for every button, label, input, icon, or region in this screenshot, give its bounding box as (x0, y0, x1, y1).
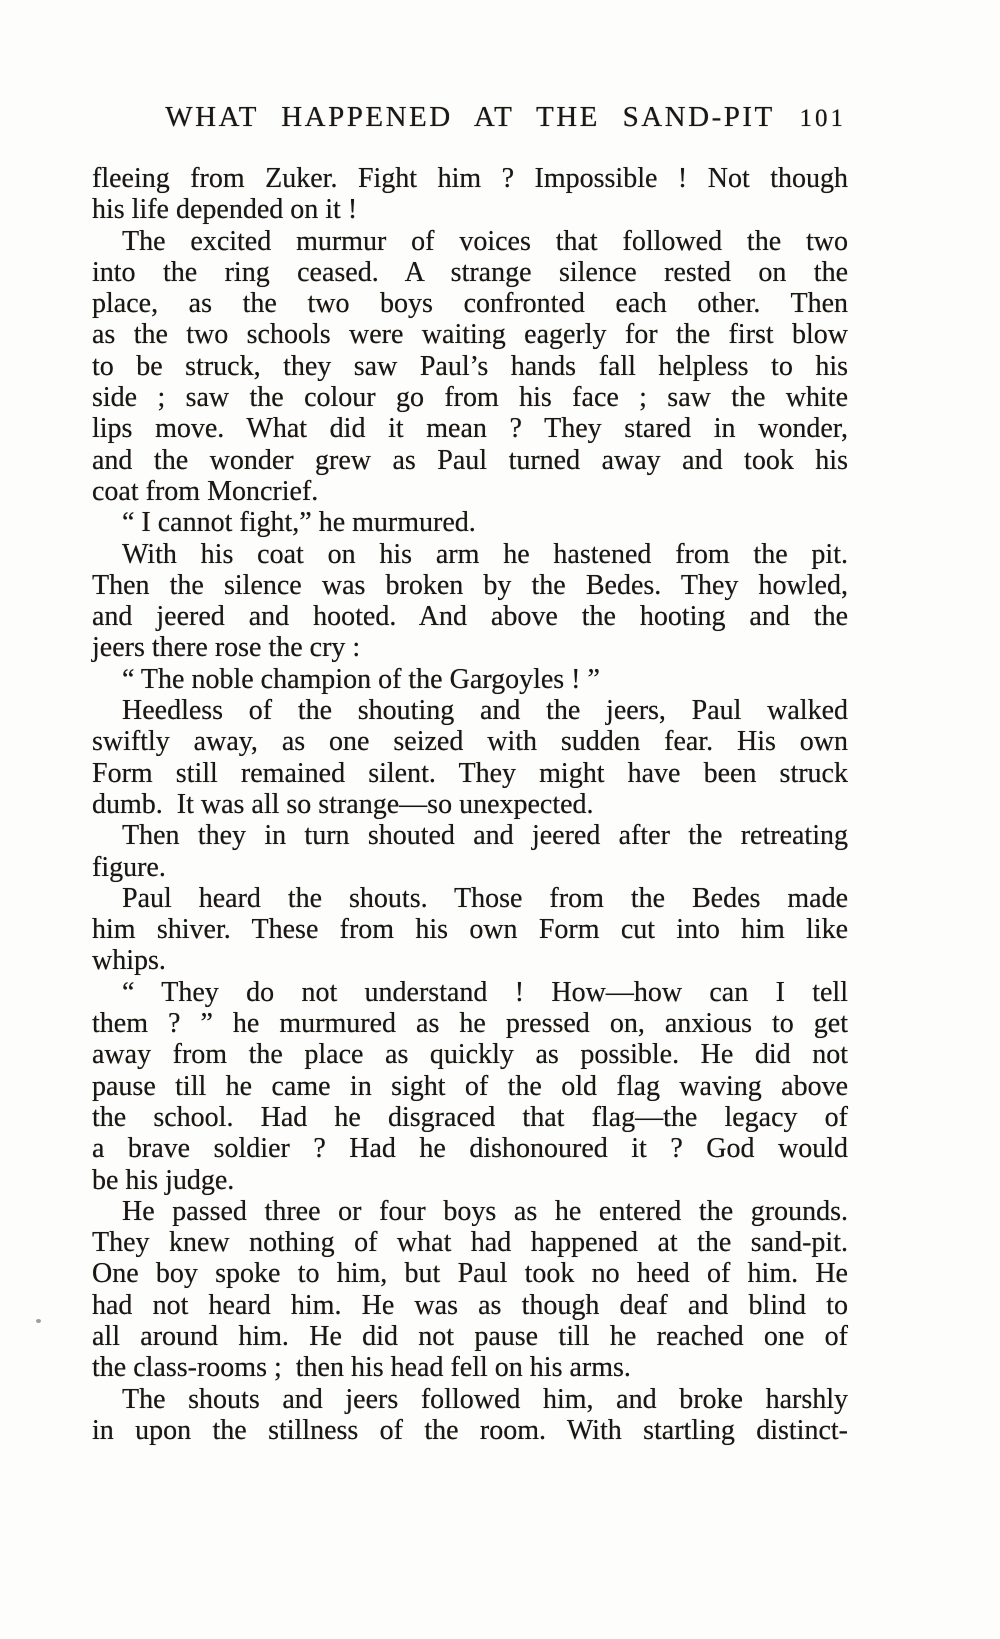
text-line: They knew nothing of what had happened at the sand-pit. (92, 1227, 848, 1259)
text-line: place, as the two boys confronted each other. Then (92, 288, 848, 320)
text-line: into the ring ceased. A strange silence rested on the (92, 256, 848, 288)
text-line: and jeered and hooted. And above the hooting and the (92, 601, 848, 633)
page-number: 101 (799, 105, 846, 132)
paragraph (92, 226, 848, 508)
text-line: whips. (92, 945, 166, 977)
paragraph (92, 664, 848, 695)
text-line: “ The noble champion of the Gargoyles ! ” (122, 663, 600, 695)
text-line: his life depended on it ! (92, 194, 358, 226)
text-line: “ I cannot fight,” he murmured. (122, 507, 476, 539)
text-line: a brave soldier ? Had he dishonoured it ? God would (92, 1133, 848, 1165)
text-line: swiftly away, as one seized with sudden fear. His own (92, 726, 848, 758)
text-line: Heedless of the shouting and the jeers, Paul walked (122, 695, 848, 727)
text-line: him shiver. These from his own Form cut into him like (92, 914, 848, 946)
text-line: the school. Had he disgraced that flag—the legacy of (92, 1101, 848, 1133)
text-line: Form still remained silent. They might have been struck (92, 757, 848, 789)
text-line: One boy spoke to him, but Paul took no heed of him. He (92, 1258, 848, 1290)
text-line: be his judge. (92, 1164, 235, 1196)
paragraph (92, 163, 848, 226)
text-line: With his coat on his arm he hastened from the pit. (122, 538, 848, 570)
text-line: jeers there rose the cry : (92, 632, 361, 664)
paragraph (92, 539, 848, 664)
text-line: as the two schools were waiting eagerly for the first blow (92, 319, 848, 351)
text-line: Then they in turn shouted and jeered after the retreating (122, 820, 848, 852)
text-line: “ They do not understand ! How—how can I tell (122, 976, 848, 1008)
text-line: lips move. What did it mean ? They stared in wonder, (92, 413, 848, 445)
running-head (92, 101, 848, 135)
text-line: The shouts and jeers followed him, and broke harshly (122, 1383, 848, 1415)
paragraph (92, 1196, 848, 1384)
text-line: pause till he came in sight of the old flag waving above (92, 1070, 848, 1102)
paragraph (92, 883, 848, 977)
paragraph (92, 695, 848, 820)
text-line: all around him. He did not pause till he reached one of (92, 1320, 848, 1352)
text-line: Paul heard the shouts. Those from the Bedes made (122, 882, 848, 914)
scan-speck-artifact (36, 1319, 41, 1323)
text-line: dumb. It was all so strange—so unexpected. (92, 788, 594, 820)
paragraph (92, 977, 848, 1196)
paragraph (92, 820, 848, 883)
text-body (92, 163, 848, 1446)
text-line: in upon the stillness of the room. With startling distinct- (92, 1414, 848, 1446)
text-line: them ? ” he murmured as he pressed on, anxious to get (92, 1008, 848, 1040)
page-title: WHAT HAPPENED AT THE SAND-PIT (165, 101, 775, 133)
text-line: side ; saw the colour go from his face ; saw the white (92, 382, 848, 414)
text-line: coat from Moncrief. (92, 475, 319, 507)
text-line: the class-rooms ; then his head fell on his arms. (92, 1352, 631, 1384)
text-line: Then the silence was broken by the Bedes. They howled, (92, 569, 848, 601)
text-line: He passed three or four boys as he entered the grounds. (122, 1195, 848, 1227)
text-line: to be struck, they saw Paul’s hands fall helpless to his (92, 350, 848, 382)
text-line: and the wonder grew as Paul turned away and took his (92, 444, 848, 476)
text-line: fleeing from Zuker. Fight him ? Impossible ! Not though (92, 163, 848, 194)
paragraph (92, 1384, 848, 1447)
text-line: away from the place as quickly as possible. He did not (92, 1039, 848, 1071)
text-line: had not heard him. He was as though deaf and blind to (92, 1289, 848, 1321)
text-line: figure. (92, 851, 166, 883)
paragraph (92, 507, 848, 538)
text-line: The excited murmur of voices that followed the two (122, 225, 848, 257)
